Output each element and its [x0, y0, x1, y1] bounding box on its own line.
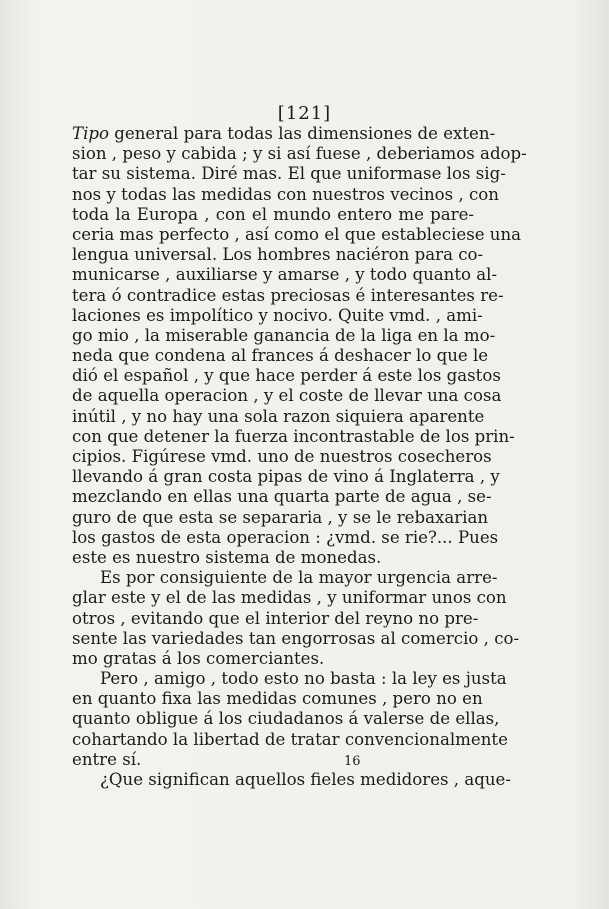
text-line: de aquella operacion , y el coste de llevar una cosa — [72, 386, 502, 406]
text-line: sente las variedades tan engorrosas al comercio , co- — [72, 628, 520, 648]
text-line: tar su sistema. Diré mas. El que uniformase los sig- — [72, 164, 506, 184]
text-line: dió el español , y que hace perder á este los gastos — [72, 366, 501, 386]
text-line: llevando á gran costa pipas de vino á Inglaterra , y — [72, 467, 500, 487]
text-line: ceria mas perfecto , así como el que estableciese una — [72, 224, 522, 244]
text-line: sion , peso y cabida ; y si así fuese , deberiamos adop- — [72, 144, 527, 164]
text-line: toda la Europa , con el mundo entero me pare- — [72, 204, 474, 224]
text-line: cohartando la libertad de tratar convencionalmente — [72, 729, 508, 749]
text-line: Es por consiguiente de la mayor urgencia arre- — [100, 568, 498, 588]
text-line: cipios. Figúrese vmd. uno de nuestros cosecheros — [72, 447, 492, 466]
text-line: tera ó contradice estas preciosas é interesantes re- — [72, 285, 504, 305]
text-line: otros , evitando que el interior del reyno no pre- — [72, 608, 479, 628]
text-line: quanto obligue á los ciudadanos á valerse de ellas, — [72, 709, 500, 729]
first-word: Tipo — [72, 124, 109, 143]
text-line: ¿Que significan aquellos fieles medidores , aque- — [100, 770, 511, 789]
text-line: en quanto fixa las medidas comunes , pero no en — [72, 689, 483, 709]
text-line: con que detener la fuerza incontrastable de los prin- — [72, 426, 515, 446]
text-line: neda que condena al frances á deshacer lo que le — [72, 346, 489, 366]
text-line: este es nuestro sistema de monedas. — [72, 547, 382, 567]
text-line: mo gratas á los comerciantes. — [72, 648, 325, 668]
text-line: municarse , auxiliarse y amarse , y todo quanto al- — [72, 265, 498, 285]
body-text — [72, 124, 527, 790]
text-line: go mio , la miserable ganancia de la liga en la mo- — [72, 325, 496, 345]
text-line: glar este y el de las medidas , y uniformar unos con — [72, 588, 507, 608]
text-line: entre sí. — [72, 749, 142, 769]
text-line: Pero , amigo , todo esto no basta : la ley es justa — [100, 669, 507, 689]
signature-mark: 16 — [344, 754, 361, 769]
text-line: Tipo general para todas las dimensiones de exten- — [72, 124, 496, 143]
text-line: laciones es impolítico y nocivo. Quite vmd. , ami- — [72, 305, 483, 325]
text-line: lengua universal. Los hombres naciéron para co- — [72, 245, 484, 265]
text-line: inútil , y no hay una sola razon siquiera aparente — [72, 406, 485, 426]
text-line: los gastos de esta operacion : ¿vmd. se rie?... Pues — [72, 527, 499, 547]
page-number: [121] — [277, 103, 332, 124]
text-line: mezclando en ellas una quarta parte de agua , se- — [72, 487, 492, 507]
text-line: nos y todas las medidas con nuestros vecinos , con — [72, 184, 499, 204]
text-line: guro de que esta se separaria , y se le rebaxarian — [72, 507, 489, 527]
